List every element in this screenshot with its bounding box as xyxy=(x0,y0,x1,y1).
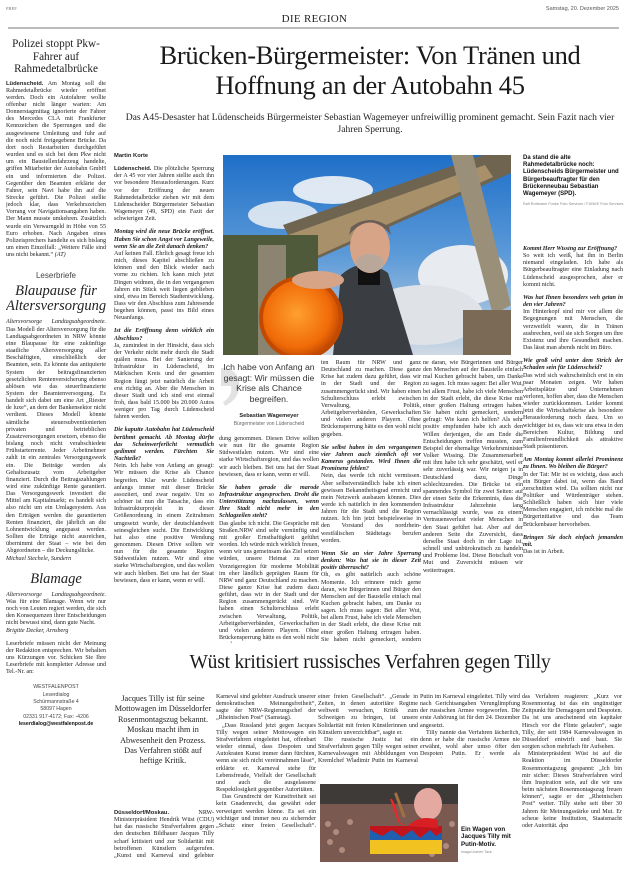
page-id: PREF xyxy=(6,6,17,11)
tilly-column-2 xyxy=(216,694,316,830)
interview-answer-continued: ne daran, wie Bürgerinnen und Bürger den Menschen auf der Baustelle einfach mal Kuchen gebracht haben, um Danke zu sagen. Ich muss sagen: Bei aller Wut, bei allem Frust, habe ich viele Menschen in der Stadt erlebt, die diese Krise mit einer großen Haltung ertragen haben. Sie haben nicht gemeckert, sondern gefragt: Wie kann ich helfen? Als sehr positiv empfunden habe ich auch den Willen derjenigen, die am Ende die Entscheidungen treffen mussten, zum Beispiel der ehemalige Verkehrsminister Volker Wissing. Die Zusammenarbeit mit ihm habe ich sehr geschätzt, weil er sehr zuverlässig war. Wir neigen ja in Deutschland dazu, Dinge schlechtzureden. Die Brücke ist ein spannendes Symbol für zwei Seiten: auf der einen Seite die Erkenntnis, dass die Infrastruktur Jahrzehnte lang vernachlässigt wurde, was zu einem Vertrauensverlust vieler Menschen in den Staat geführt hat. Aber auf der anderen Seite die Zuversicht, dass derselbe Staat doch in der Lage ist, schnell und unbürokratisch zu handeln und Probleme löst. Diese Botschaft von Mut und Zuversicht müssen wir weitertragen. xyxy=(423,360,523,574)
photo-putin-float xyxy=(320,784,458,862)
interview-question: Wenn Sie an vier Jahre Sperrung denken: Was hat sie in dieser Zeit positiv überrascht? xyxy=(321,550,421,572)
tilly-teaser: Jacques Tilly ist für seine Mottowagen im Düsseldorfer Rosenmontagszug bekannt. Moskau macht ihm in Abwesenheit den Prozess. Das Verfahren stößt auf heftige Kritik. xyxy=(114,694,212,766)
tilly-paragraph: „Dass Russland jetzt gegen Jacques Tilly wegen seiner Mottowagen ein Strafverfahren eingeleitet hat, offenbart wieder einmal, dass Despoten und Autokraten Kunst immer dann fürchten, wenn sie sich nicht vereinnahmen lässt“, erklärte er. Karneval stehe für Lebensfreude, Vielfalt der Gesellschaft und auch die ausgelassene Respektlosigkeit gegenüber Autoritäten. xyxy=(216,722,316,794)
tilly-headline: Wüst kritisiert russisches Verfahren gegen Tilly xyxy=(189,652,551,673)
photo-credit: imago/Jochen Tack xyxy=(461,850,492,855)
interview-answer: Das glaube ich nicht. Die Gespräche mit Straßen.NRW sind sehr vernünftig und mit großer Ernsthaftigkeit geführt worden. Ich würde mich wirklich freuen, wenn wir uns gemeinsam das Ziel setzen würden, unsere Heimat zu einer Vorzeigeregion für moderne Mobilität im eher ländlich geprägten Raum für NRW und ganz Deutschland zu machen. Diese ganze Krise hat zudem dazu geführt, dass wir in der Stadt und der Region zusammengerückt sind. Wir haben einen Schulterschluss erlebt zwischen Verwaltung, Politik, Arbeitgeberverbänden, Gewerkschaften und vielen anderen Playern. Ohne Brückensperrung hätte es den wohl nicht xyxy=(219,520,319,642)
interview-answer: Das ist in Arbeit. xyxy=(523,549,565,556)
tilly-paragraph-continued: Putin im Karneval eingeleitet. Tilly wird nach Gerichtsangaben Verunglimpfung der russischen Armee vorgeworfen. Die erste Anhörung ist für den 24. Dezember angesetzt. xyxy=(420,694,520,729)
carnival-float-photo xyxy=(320,784,458,862)
tilly-column-5 xyxy=(522,694,622,830)
tilly-paragraph-continued: einer freien Gesellschaft“. „Gerade in Zeiten, in denen autoritäre Regime weltweit versuchen, Kritik zum Schweigen zu bringen, ist unsere Solidarität mit freien Künstlerinnen und Künstlern unverzichtbar“, sagte er. xyxy=(318,694,418,736)
interview-question: Montag wird die neue Brücke eröffnet. Haben Sie schon Angst vor Langeweile, wenn Sie an die Zeit danach denken? xyxy=(114,229,214,250)
issue-date: Samstag, 20. Dezember 2025 xyxy=(545,6,619,12)
left-article-headline: Polizei stoppt Pkw-Fahrer auf Rahmedetalbrücke xyxy=(12,38,100,75)
interview-question: Sie selbst haben in den vergangenen vier Jahren auch ziemlich oft vor Kameras gestanden. Wird Ihnen die Prominenz fehlen? xyxy=(321,444,421,473)
contact-city: 58097 Hagen xyxy=(40,706,72,713)
tilly-paragraph: Die russische Justiz hat ein Strafverfahren gegen Tilly wegen seiner Karnevalswagen mit Abbildungen von Kremlchef Wladimir Putin im Karneval xyxy=(318,736,418,765)
pull-quote-role: Bürgermeister von Lüdenscheid xyxy=(233,421,305,428)
interview-question: Bringen Sie doch einfach jemanden mit. xyxy=(523,534,623,548)
interview-question: Ist die Eröffnung denn wirklich ein Abschluss? xyxy=(114,328,214,342)
author-name: Martin Korte xyxy=(114,153,149,159)
dateline: Düsseldorf/Moskau. xyxy=(114,810,170,816)
article-intro xyxy=(114,166,214,223)
pull-quote-name: Sebastian Wagemeyer xyxy=(239,413,299,420)
author-initials: (AT) xyxy=(54,252,66,259)
letter-signature: Brigitte Decker, Arnsberg xyxy=(6,627,69,634)
interview-question: Kommt Herr Wissing zur Eröffnung? xyxy=(523,246,618,252)
letters-section-label: Leserbriefe xyxy=(35,271,77,281)
tilly-paragraph-continued: das Verfahren reagieren: „Kurz vor Rosenmontag ist das ein ungünstiger Zeitpunkt für Demagogen und Despoten. Da ist uns anscheinend ein kapitaler Hirsch vor die Flinte gelaufen“, sagte Tilly, der seit 1984 Karnevalswagen in Düsseldorf entwirft und baut. Sie sorgten schon mehrfach für Aufsehen. xyxy=(522,694,623,751)
interview-answer: Auf keinen Fall. Ehrlich gesagt freue ich mich, dieses Kapitel abschließen zu können und den Blick wieder nach vorne zu richten. Ich kann mich jetzt Dingen widmen, die in den vergangenen Jahren ein Stück weit liegen geblieben sind, etwa im Bereich Stadtentwicklung. Dass wir den Abschluss zum Jahresende begehen können, passt ins Bild eines Neuanfangs. xyxy=(114,250,214,322)
interview-question: Wie groß wird unter dem Strich der Schaden sein für Lüdenscheid? xyxy=(523,358,623,372)
tilly-column-4 xyxy=(420,694,520,758)
contact-street: Schürmannstraße 4 xyxy=(33,699,79,706)
photo-credit: Ralf Rottmann Funke Foto Services / FUNKE Foto Services xyxy=(523,202,624,207)
interview-answer-continued: ten Raum für NRW und ganz Deutschland zu machen. Diese ganze Krise hat zudem dazu geführt, dass wir in der Stadt und der Region zusammengerückt sind. Wir haben einen Schulterschluss erlebt zwischen Verwaltung, Politik, Arbeitgeberverbänden, Gewerkschaften und vielen anderen Playern. Ohne Brückensperrung hätte es den wohl nicht gegeben. xyxy=(321,360,421,438)
photo-mayor-bridge xyxy=(223,155,511,355)
interview-answer: Nein. Ich habe von Anfang an gesagt: Wir müssen die Krise als Chance begreifen. Klar wurde Lüdenscheid anfangs immer mit dieser Brücke assoziiert, und zwar negativ. Um so schöner ist nun die Tatsache, dass ein Infrastrukturprojekt in dieser Größenordnung in einem Zeitrahmen umgesetzt wurde, der deutschlandweit seinesgleichen sucht. Die Entwicklung hat also eine positive Wendung genommen. Diesen Drive sollten wir nun für die gesamte Region Südwestfalen nutzen. Wir sind eine starke Wirtschaftsregion, und das wollen wir auch bleiben. Bei uns hat der Staat bewiesen, dass er kann, wenn er will. xyxy=(114,463,214,584)
tilly-paragraph xyxy=(522,751,622,830)
float-photo-caption xyxy=(461,826,519,854)
letters-disclaimer: Leserbriefe müssen nicht der Meinung der Redaktion entsprechen. Wir behalten uns Kürzungen vor. Schicken Sie Ihre Leserbriefe mit kompletter Adresse und Tel.-Nr. an: xyxy=(6,640,106,676)
intro-text: Die plötzliche Sperrung der A 45 vor vier Jahren stellte auch ihn vor besondere Herausforderungen. Kurz vor der Eröffnung der neuen Rahmedetalbrücke ziehen wir mit dem Lüdenscheider Bürgermeister Sebastian Wagemeyer (49, SPD) ein Fazit der schwierigen Zeit. xyxy=(114,166,214,223)
letter-signature: Michael Stechele, Sundern xyxy=(6,555,72,562)
letter-text: Das Modell der Altersversorgung für die Landtagsabgeordneten in NRW könnte eine Blaupause für eine zukünftige staatliche Altersversorgung aller Beschäftigten, einschließlich der Beamten, sein. Es könnte das antiquierte System der beitragsfinanzierten gesetzlichen Rentenversicherung ebenso ablösen wie das steuerfinanzierte System der Beamtenversorgung. Es handelt sich dabei um eine Art „Riester de luxe“, an dem der Bankensektor nicht verdient. Dieses Modell könnte sämtliche steuersubventionierten privaten und betrieblichen Zusatzversorgungen ersetzen, ebenso die bislang noch nicht verabschiedete Frühstarterrente. Jeder Arbeitnehmer zahlt in ein zentrales Versorgungswerk ein. Die Beiträge werden als Gehaltszusatz vom Arbeitgeber finanziert. Durch die Beitragszahlungen wird eine zukünftige Rente garantiert. Das Versorgungswerk investiert die Mittel am Kapitalmarkt; es handelt sich also nicht um ein Umlagesystem. Aus den Erträgen werden die garantierten Renten finanziert, die jährlich an die Lohnentwicklung angepasst werden. Sollten die Erträge nicht ausreichen, übernimmt der Staat – wie bei den Abgeordneten – die Deckungslücke. xyxy=(6,326,106,555)
contact-email-link[interactable]: leserdialog@westfalenpost.de xyxy=(18,720,94,727)
pull-quote xyxy=(219,362,319,428)
main-subheadline: Das A45-Desaster hat Lüdenscheids Bürgermeister Sebastian Wagemeyer unfreiwillig prominent gemacht. Sein Fazit nach vier Jahren Sperrung. xyxy=(125,112,615,135)
left-column xyxy=(6,38,106,868)
tilly-column-1 xyxy=(114,810,214,860)
contact-dept: Leserdialog xyxy=(42,691,70,698)
letter-topic: Altersvorsorge Landtagsabgeordnete. xyxy=(6,319,106,326)
interview-answer: Ja, zumindest in der Hinsicht, dass sich der Verkehr nicht mehr durch die Stadt quälen muss. Bei der Sanierung der Infrastruktur in Lüdenscheid, im Märkischen Kreis und der gesamten Region fängt jetzt natürlich die Arbeit erst richtig an. Aber die Menschen in dieser Stadt und ich sind erst einmal froh, dass bald 15.000 bis 20.000 Autos weniger pro Tag durch Lüdenscheid fahren werden. xyxy=(114,342,214,421)
letter-topic: Altersvorsorge Landtagsabgeordnete. xyxy=(6,591,106,598)
interview-question: Am Montag kommt allerlei Prominenz zu Ihnen. Wo bleiben die Bürger? xyxy=(523,457,623,471)
photo-caption xyxy=(523,155,625,207)
tilly-column-3 xyxy=(318,694,418,765)
interview-answer: In der Tat: Mir ist es wichtig, dass auch ein Bürger dabei ist, wenn das Band zerschnitten wird. Da sollten nicht nur Politiker und Würdenträger stehen. Schließlich haben sich hier viele Menschen engagiert, ich möchte mal die Bürgerinitiative und das Team Brückenbauer hervorheben. xyxy=(523,471,623,528)
letter-body xyxy=(6,592,106,635)
dateline: Lüdenscheid. xyxy=(114,166,152,173)
header-rule xyxy=(8,27,619,29)
interview-question: Sie haben gerade die marode Infrastruktur angesprochen. Droht die Unterstützung nachzulassen, wenn Ihre Stadt nicht mehr in den Schlagzeilen steht? xyxy=(219,484,319,520)
letter-title: Blaupause für Altersversorgung xyxy=(6,283,106,315)
article-column-4 xyxy=(423,360,523,643)
interview-question: Was hat Ihnen besonders weh getan in den vier Jahren? xyxy=(523,294,623,309)
interview-answer: Nein, das werde ich nicht vermissen. Aber selbstverständlich habe ich einen gewissen Bekanntheitsgrad erreicht und mein Netzwerk ausbauen können. Dies werde ich natürlich in den kommenden Jahren für die Stadt und die Region nutzen. Ich bin jetzt beispielsweise in den Vorstand des nordrhein-westfälischen Städtetags berufen worden. xyxy=(321,473,421,544)
letter-title: Blamage xyxy=(30,570,82,587)
tilly-paragraph: Das Grundrecht der Kunstfreiheit sei kein Gnadenrecht, das gewährt oder verweigert werden könne. Es sei ein wichtiger und immer neu zu sichernder „Schatz einer freien Gesellschaft“. xyxy=(216,794,316,829)
float-caption-text: Ein Wagen von Jacques Tilly mit Putin-Motiv. xyxy=(461,826,511,848)
left-article-body xyxy=(6,81,106,260)
interview-answer: So weit ich weiß, hat ihn in Berlin niemand eingeladen. Ich habe als Bürgerbeauftragter eine Einladung nach Lüdenscheid ausgesprochen, aber er kommt nicht. xyxy=(523,253,623,288)
letter-text: Was für eine Blamage. Wenn wir nur noch von Leuten regiert werden, die sich den Konsequenzen ihrer Entscheidungen nicht bewusst sind, dann gute Nacht. xyxy=(6,598,106,627)
left-article-text: Am Montag soll die Rahmedetalbrücke wieder eröffnet werden. Doch ein Autofahrer wollte offenbar nicht länger warten: Am Donnerstagmittag ignorierte der Fahrer des Mercedes CLA mit Frankfurter Kennzeichen die Sperrungen und die ausgewiesene Umleitung und fuhr auf die noch nicht freigegebene Brücke. Da dort noch Restarbeiten durchgeführt wurden und es sich bei dem Pkw nicht um ein Baustellenfahrzeug handelte, griffen Mitarbeiter der Autobahn GmbH ein und informierten die Polizei. Gegenüber den Beamten erklärte der Fahrer, sein Navi habe ihn auf die Strecke geführt. Die Polizei stellte jedoch klar, dass Verkehrszeichen Vorrang vor Navigationsangaben haben. Der Mann musste umkehren. Zusätzlich wurde ein Verwarngeld in Höhe von 55 Euro erhoben. Nach Angaben eines Polizeisprechers handelte es sich bislang um einen Einzelfall: „Weitere Fälle sind uns nicht bekannt.“ xyxy=(6,80,106,259)
interview-question: Die kaputte Autobahn hat Lüdenscheid berühmt gemacht. Ab Montag dürfte das Scheinwerferlicht vermutlich gedimmt werden. Fürchten Sie Nachteile? xyxy=(114,427,214,463)
main-headline: Brücken-Bürgermeister: Von Tränen und Hoffnung an der Autobahn 45 xyxy=(159,40,581,100)
interview-answer: Im Hinterkopf sind mir vor allem die Begegnungen mit Menschen, die verzweifelt waren, die in Tränen ausbrechen, weil sie sich Sorgen um ihre Existenz und ihre Gesundheit machen. Das lässt man abends nicht im Büro. xyxy=(523,309,623,352)
letters-contact xyxy=(6,684,106,728)
tilly-paragraph: Tilly nannte das Verfahren lächerlich, denn er habe die russische Armee nie erwähnt, wohl aber umso öfter den Despoten Putin. Er werde als xyxy=(420,729,520,758)
section-title: DIE REGION xyxy=(281,13,348,25)
agency: dpa xyxy=(559,822,569,829)
tilly-paragraph-continued: Karneval sind gelebter Ausdruck unserer demokratischen Meinungsfreiheit“, sagte der NRW-Regierungschef der „Rheinischen Post“ (Samstag). xyxy=(216,694,316,722)
article-column-3 xyxy=(321,360,421,643)
interview-answer-continued: dung genommen. Diesen Drive sollten wir nun für die gesamte Region Südwestfalen nutzen. Wir sind eine starke Wirtschaftsregion, und das wollen wir auch bleiben. Bei uns hat der Staat bewiesen, dass er kann, wenn er will. xyxy=(219,435,319,478)
article-column-2 xyxy=(219,362,319,643)
interview-answer: Oh, es gibt natürlich auch schöne Momente. Ich erinnere mich gerne daran, wie Bürgerinnen und Bürger den Menschen auf der Baustelle einfach mal Kuchen gebracht haben, um Danke zu sagen. Ich muss sagen: Bei aller Wut, bei allem Frust, habe ich viele Menschen in der Stadt erlebt, die diese Krise mit einer großen Haltung ertragen haben. Sie haben nicht gemeckert, sondern xyxy=(321,572,421,643)
tilly-text: Ministerpräsident Wüst ist auf die Reaktion im Düsseldorfer Rosenmontagszug gespannt: „Ich bin mir sicher: Dieses Strafverfahren wird ihm Inspiration sein, auf die wir uns beim nächsten Rosenmontagszug freuen können“, sagte er der „Rheinischen Post“ weiter. Tilly stehe seit über 30 Jahren für Meinungsstärke und Mut. Er scheue keine Institution, Staatsmacht oder Autorität. xyxy=(522,751,622,829)
dateline: Lüdenscheid. xyxy=(6,80,44,87)
photo-caption-text: Da stand die alte Rahmedetalbrücke noch: Lüdenscheids Bürgermeister und Bürgerbeauftragter für den Brückenneubau Sebastian Wagemeyer (SPD). xyxy=(523,155,619,198)
pull-quote-text: Ich habe von Anfang an gesagt: Wir müssen die Krise als Chance begreifen. xyxy=(223,362,315,404)
interview-answer: Das wird sich wahrscheinlich erst in ein paar Monaten zeigen. Wir haben Arbeitsplätze und Unternehmen verloren, hoffen aber, dass die Menschen wieder zurückkommen. Leider kommt jetzt die Wirtschaftskrise als besondere Herausforderung noch dazu. Um so wichtiger ist es, dass wir uns etwa in den Bereichen Kultur, Bildung und Familienfreundlichkeit als attraktive Stadt präsentieren. xyxy=(523,372,623,451)
tilly-paragraph xyxy=(114,810,214,860)
article-column-1 xyxy=(114,153,214,643)
contact-org: WESTFALENPOST xyxy=(33,684,79,691)
tilly-text: NRW-Ministerpräsident Hendrik Wüst (CDU) hat das russische Strafverfahren gegen den deutschen Bildhauer Jacques Tilly scharf kritisiert und zur Solidarität mit betroffenen Künstlern aufgerufen. „Kunst und Karneval sind gelebter xyxy=(114,810,214,859)
mayor-photo xyxy=(223,155,511,355)
contact-phone: 02331 917-4172; Fax: -4206 xyxy=(23,713,89,720)
article-column-5 xyxy=(523,246,623,643)
letter-body xyxy=(6,319,106,562)
